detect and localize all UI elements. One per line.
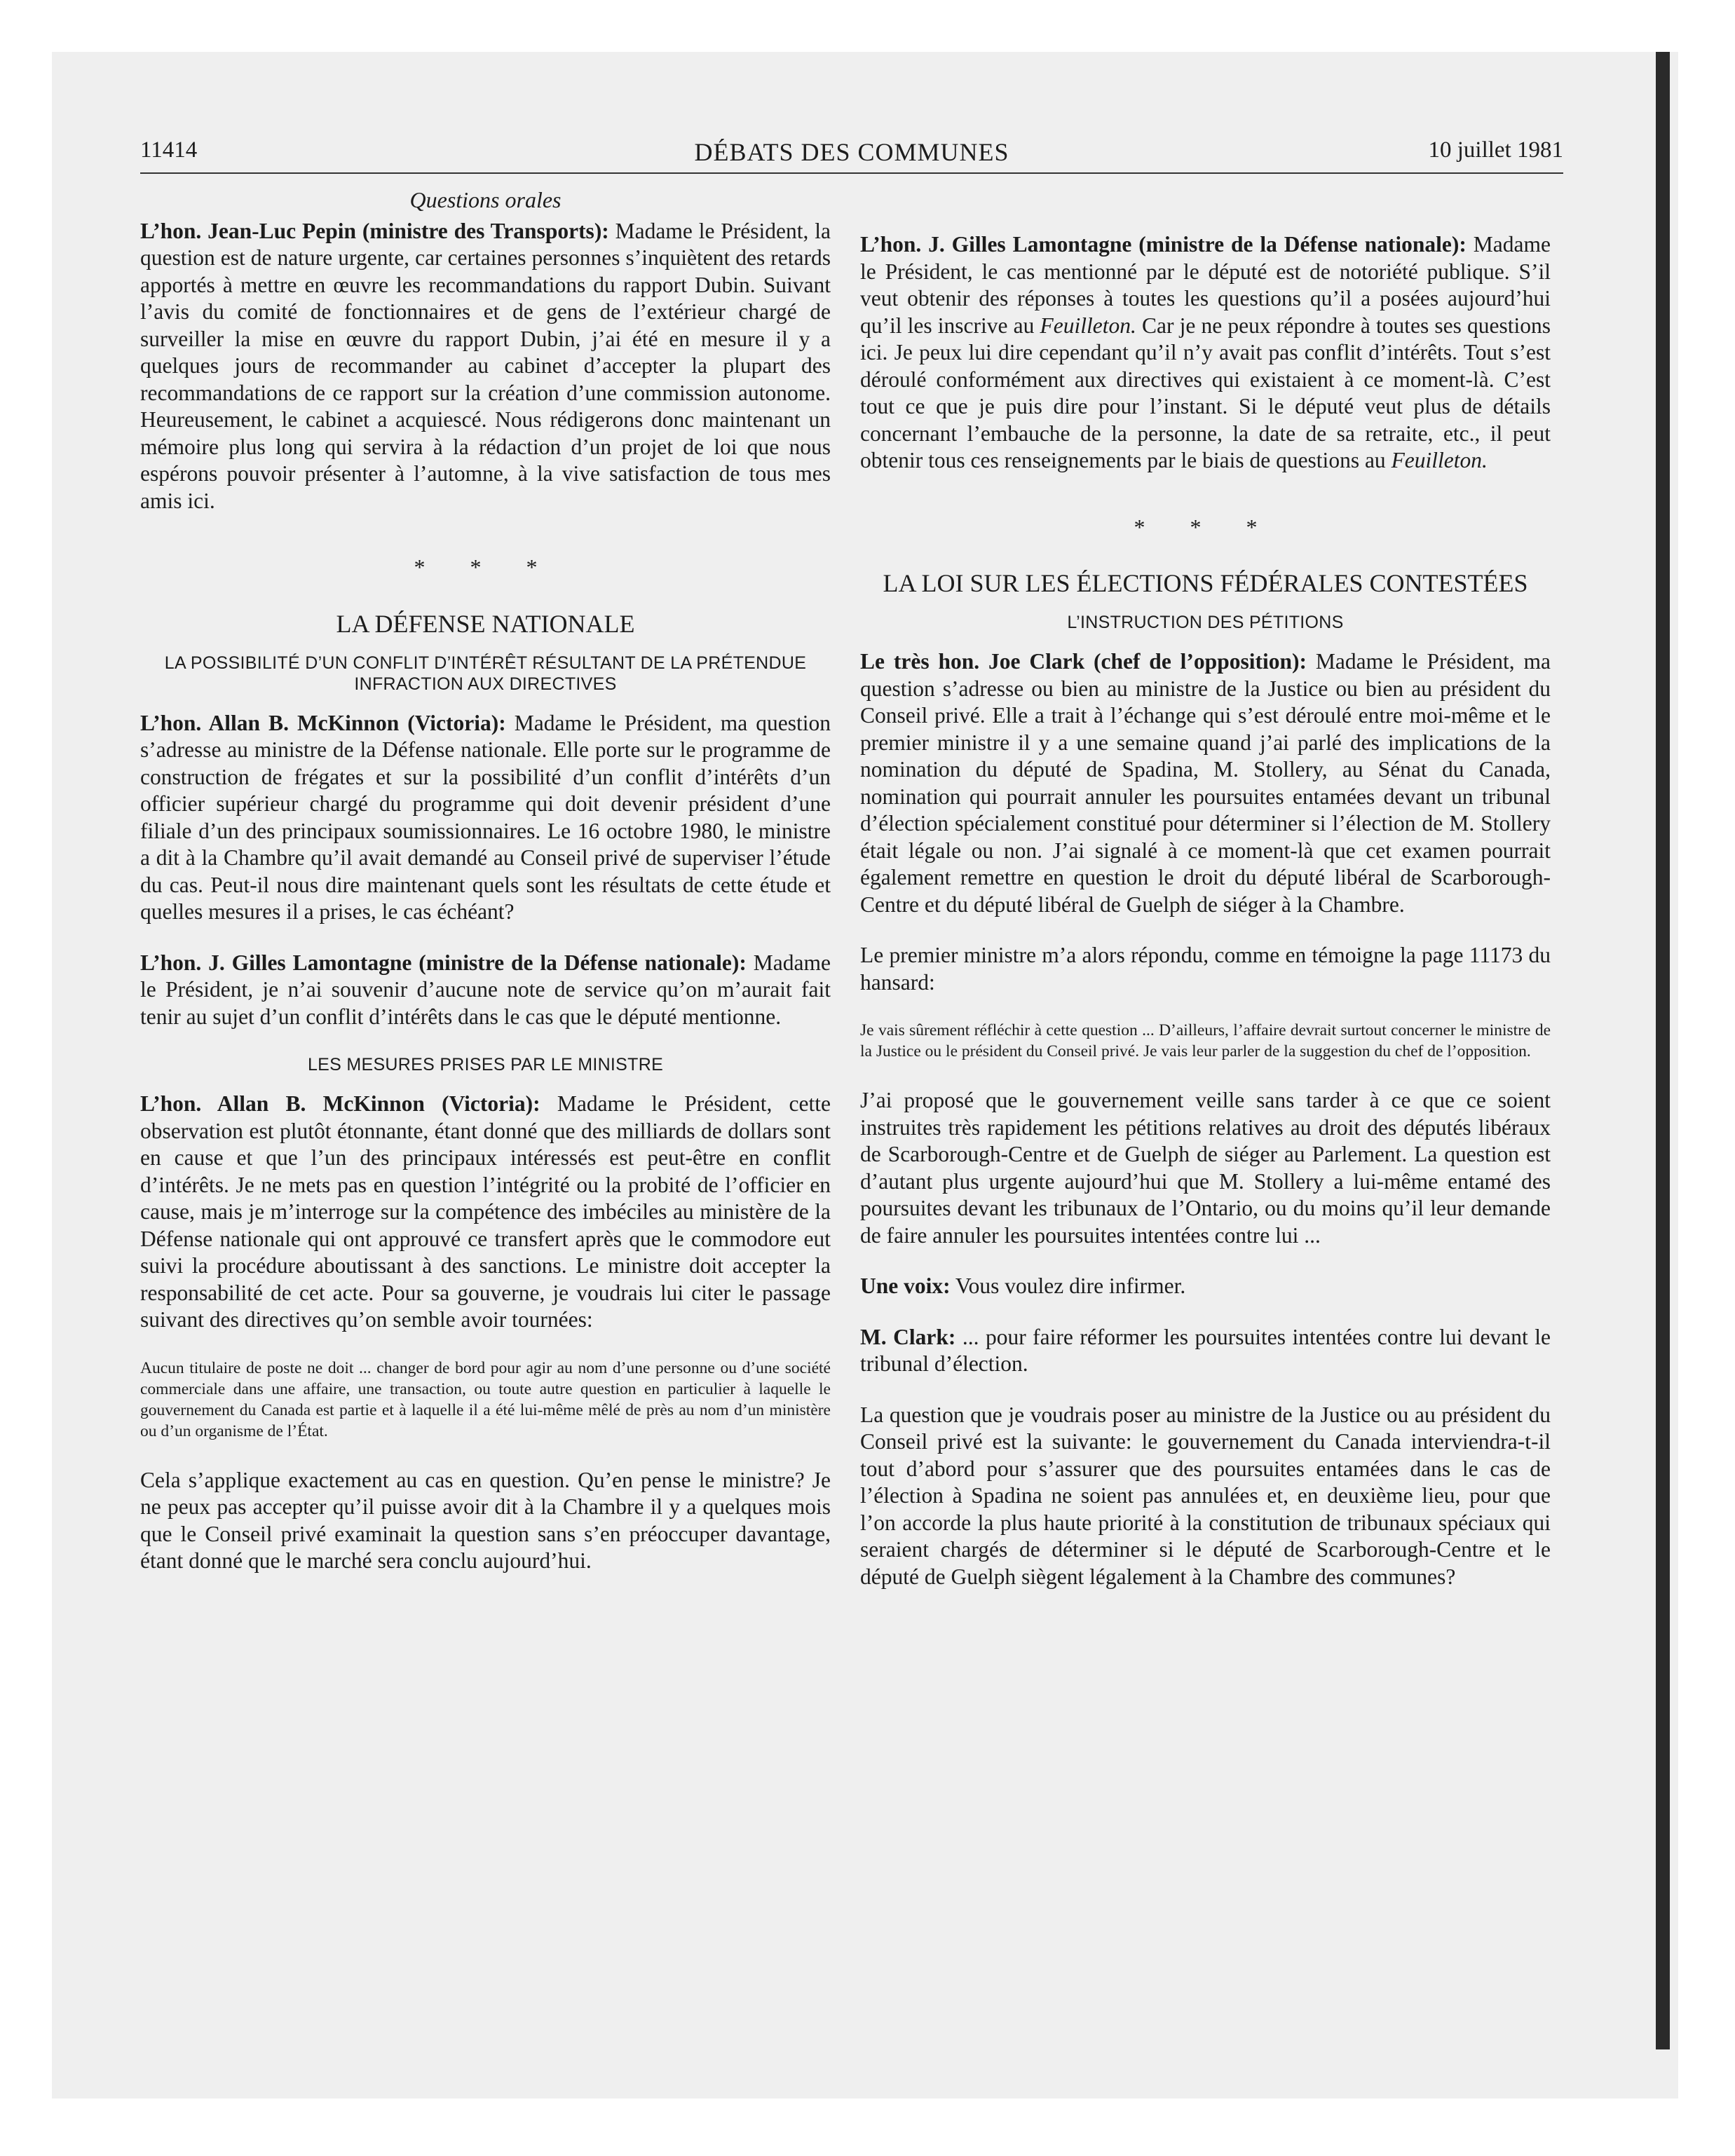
italic-reference: Feuilleton. [1391, 448, 1488, 472]
paragraph [140, 710, 831, 926]
paragraph [860, 1324, 1551, 1378]
paragraph [860, 648, 1551, 918]
right-column [860, 231, 1551, 1614]
speech-text: Vous voulez dire infirmer. [950, 1274, 1186, 1298]
paragraph: La question que je voudrais poser au ministre de la Justice ou au président du Conseil privé est la suivante: le gouvernement du Canada interviendra-t-il tout d’abord pour s’assurer que des poursuites entamées dans le cas de l’élection à Spadina ne soient pas annulées et, en deuxième lieu, pour que l’on accorde la plus haute priorité à la constitution de tribunaux spéciaux qui seraient chargés de déterminer si le député de Scarborough-Centre et le député de Guelph siègent légalement à la Chambre des communes? [860, 1402, 1551, 1589]
subheading: LA POSSIBILITÉ D’UN CONFLIT D’INTÉRÊT RÉSULTANT DE LA PRÉTENDUE INFRACTION AUX DIRECTIVES [164, 653, 807, 694]
paragraph [140, 218, 831, 515]
section-subhead: Questions orales [409, 187, 562, 212]
speaker: Le très hon. Joe Clark (chef de l’opposition): [860, 649, 1307, 674]
speaker: Une voix: [860, 1274, 951, 1298]
left-column [140, 186, 831, 1599]
speech-text: Madame le Président, je n’ai souvenir d’aucune note de service qu’on m’aurait fait tenir au sujet d’un conflit d’intérêts dans le cas que le député mentionne. [140, 950, 831, 1029]
subheading: LES MESURES PRISES PAR LE MINISTRE [307, 1055, 664, 1074]
section-separator: * * * [1134, 514, 1277, 540]
section-separator: * * * [414, 554, 557, 580]
page-number: 11414 [140, 137, 198, 163]
section-heading: LA LOI SUR LES ÉLECTIONS FÉDÉRALES CONTESTÉES [883, 569, 1528, 597]
speaker: M. Clark: [860, 1324, 956, 1349]
speech-text: Madame le Président, ma question s’adresse au ministre de la Défense nationale. Elle porte sur le programme de construction de frégates et sur la possibilité d’un conflit d’intérêts d’un officier supérieur chargé du programme qui doit devenir président d’une filiale d’un des principaux soumissionnaires. Le 16 octobre 1980, le ministre a dit à la Chambre qu’il avait demandé au Conseil privé de superviser l’étude du cas. Peut-il nous dire maintenant quels sont les résultats de cette étude et quelles mesures il a prises, le cas échéant? [140, 710, 831, 924]
paragraph: Le premier ministre m’a alors répondu, comme en témoigne la page 11173 du hansard: [860, 943, 1551, 995]
speech-text: Madame le Président, cette observation est plutôt étonnante, étant donné que des milliards de dollars sont en cause et que l’un des principaux intéressés est peut-être en conflit d’intérêts. Je ne mets pas en question l’intégrité ou la probité de l’officier en cause, mais je m’interroge sur la compétence des imbéciles au ministère de la Défense nationale qui ont approuvé ce transfert après que le commodore eut suivi la procédure aboutissant à des sanctions. Le ministre doit accepter la responsabilité de cet acte. Pour sa gouverne, je voudrais lui citer le passage suivant des directives qu’on semble avoir tournées: [140, 1091, 831, 1332]
paragraph [860, 231, 1551, 475]
speech-text: Madame le Président, ma question s’adresse ou bien au ministre de la Justice ou bien au président du Conseil privé. Elle a trait à l’échange qui s’est déroulé entre moi-même et le premier ministre il y a une semaine quand j’ai parlé des implications de la nomination du député de Spadina, M. Stollery, au Sénat du Canada, nomination qui pourrait annuler les poursuites entamées devant un tribunal d’élection spécialement constitué pour déterminer si l’élection de M. Stollery était légale ou non. J’ai signalé à ce moment-là que cet examen pourrait également remettre en question le droit du député libéral de Scarborough-Centre et du député libéral de Guelph de siéger à la Chambre. [860, 649, 1551, 917]
section-heading: LA DÉFENSE NATIONALE [336, 609, 635, 638]
speech-text: Madame le Président, le cas mentionné par le député est de notoriété publique. S’il veut obtenir des réponses à toutes les questions qu’il a posées aujourd’hui qu’il les inscrive au [860, 232, 1551, 338]
publication-date: 10 juillet 1981 [1428, 137, 1563, 163]
speaker: L’hon. J. Gilles Lamontagne (ministre de la Défense nationale): [860, 232, 1467, 257]
block-quote: Je vais sûrement réfléchir à cette question ... D’ailleurs, l’affaire devrait surtout concerner le ministre de la Justice ou le président du Conseil privé. Je vais leur parler de la suggestion du chef de l’opposition. [860, 1021, 1551, 1060]
paragraph [140, 950, 831, 1031]
speaker: L’hon. Jean-Luc Pepin (ministre des Transports): [140, 218, 609, 243]
speaker: L’hon. Allan B. McKinnon (Victoria): [140, 710, 506, 735]
block-quote: Aucun titulaire de poste ne doit ... changer de bord pour agir au nom d’une personne ou d’une société commerciale dans une affaire, une transaction, ou toute autre question en particulier à laquelle le gouvernement du Canada est partie et à laquelle il a été lui-même mêlé de près au nom d’un ministère ou d’un organisme de l’État. [140, 1358, 831, 1440]
scan-edge [1656, 52, 1670, 2049]
subheading: L’INSTRUCTION DES PÉTITIONS [1067, 613, 1344, 632]
page-header [140, 137, 1563, 174]
speech-text: ... pour faire réformer les poursuites intentées contre lui devant le tribunal d’élection. [860, 1324, 1551, 1376]
paragraph [140, 1091, 831, 1334]
speaker: L’hon. J. Gilles Lamontagne (ministre de la Défense nationale): [140, 950, 747, 975]
speech-text: Madame le Président, la question est de nature urgente, car certaines personnes s’inquiètent des retards apportés à mettre en œuvre les recommandations du rapport Dubin. Suivant l’avis du comité de fonctionnaires et de gens de l’extérieur chargé de surveiller la mise en œuvre du rapport Dubin, j’ai été en mesure il y a quelques jours de recommander au cabinet d’accepter la plupart des recommandations de ce rapport sur la création d’une commission autonome. Heureusement, le cabinet a acquiescé. Nous rédigerons donc maintenant un mémoire plus long qui servira à la rédaction d’un projet de loi que nous espérons pouvoir présenter à l’automne, à la vive satisfaction de tous mes amis ici. [140, 218, 831, 513]
publication-title: DÉBATS DES COMMUNES [694, 138, 1009, 166]
speaker: L’hon. Allan B. McKinnon (Victoria): [140, 1091, 540, 1116]
paragraph: J’ai proposé que le gouvernement veille sans tarder à ce que ce soient instruites très rapidement les pétitions relatives au droit des députés libéraux de Scarborough-Centre et de Guelph de siéger au Parlement. La question est d’autant plus urgente aujourd’hui que M. Stollery a lui-même entamé des poursuites devant les tribunaux de l’Ontario, ou du moins qu’il leur demande de faire annuler les poursuites intentées contre lui ... [860, 1088, 1551, 1248]
speech-text: Car je ne peux répondre à toutes ses questions ici. Je peux lui dire cependant qu’il n’y avait pas conflit d’intérêts. Tout s’est déroulé conformément aux directives qui existaient à ce moment-là. C’est tout ce que je puis dire pour l’instant. Si le député veut plus de détails concernant l’embauche de la personne, la date de sa retraite, etc., il peut obtenir tous ces renseignements par le biais de questions au [860, 313, 1551, 472]
paragraph: Cela s’applique exactement au cas en question. Qu’en pense le ministre? Je ne peux pas accepter qu’il puisse avoir dit à la Chambre il y a quelques mois que le Conseil privé examinait la question sans s’en préoccuper davantage, étant donné que le marché sera conclu aujourd’hui. [140, 1467, 831, 1573]
paragraph [860, 1273, 1551, 1300]
italic-reference: Feuilleton. [1040, 313, 1136, 338]
